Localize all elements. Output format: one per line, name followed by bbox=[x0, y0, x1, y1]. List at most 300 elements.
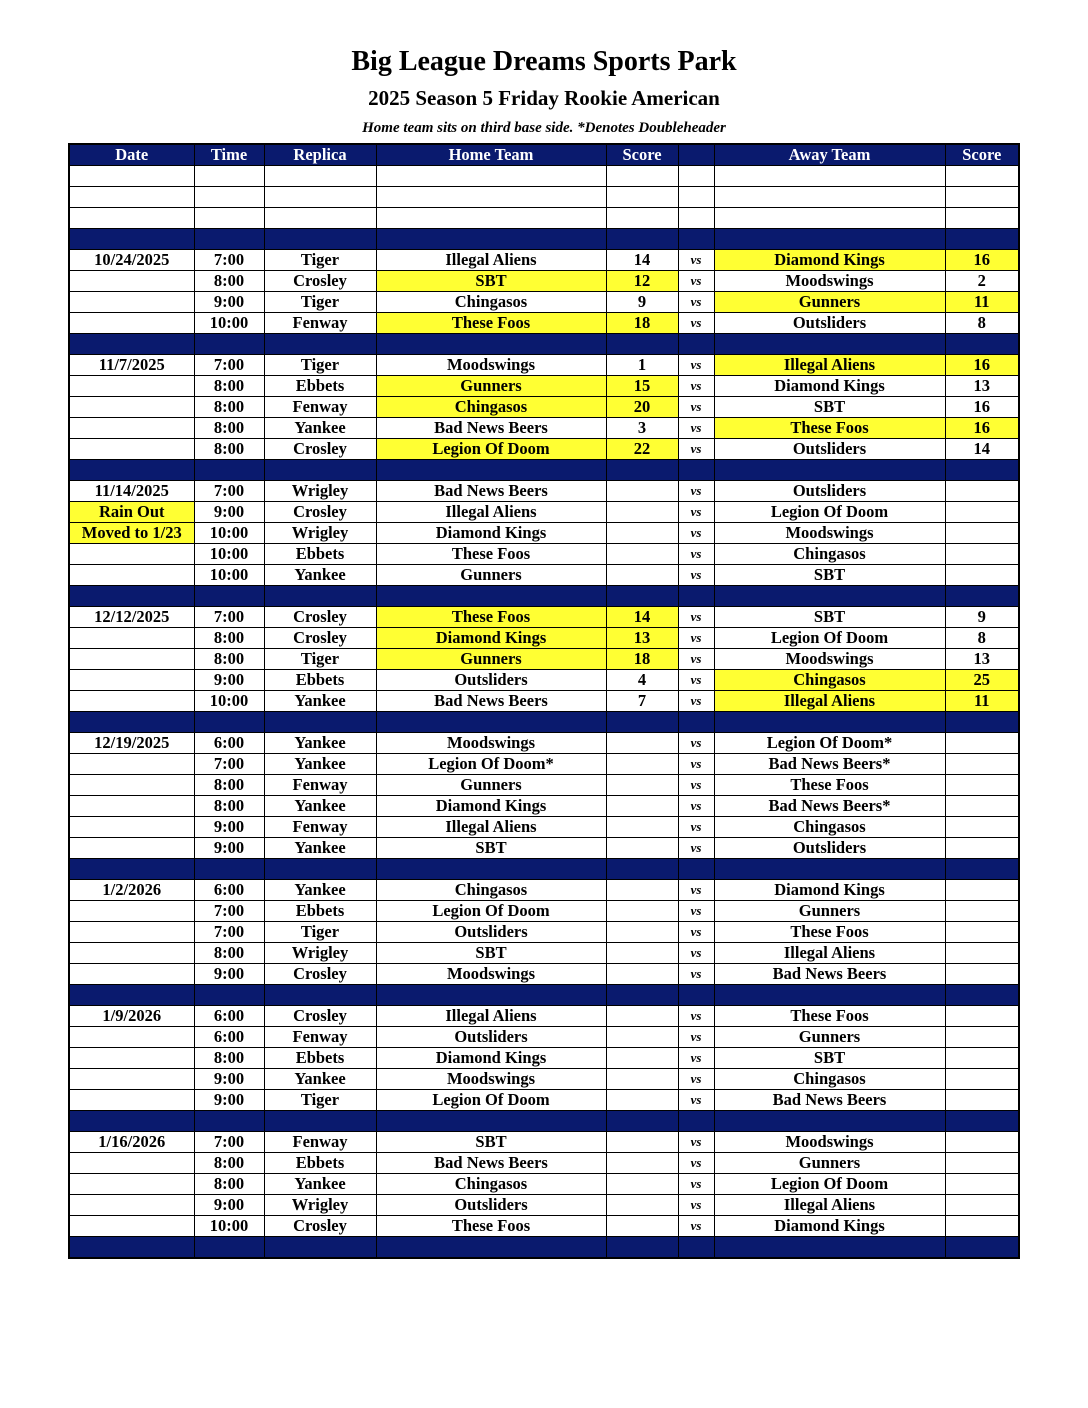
empty-cell bbox=[678, 166, 714, 187]
time-cell: 8:00 bbox=[194, 649, 264, 670]
separator-cell bbox=[194, 859, 264, 880]
home-team-cell: Gunners bbox=[376, 565, 606, 586]
replica-cell: Crosley bbox=[264, 607, 376, 628]
time-cell: 7:00 bbox=[194, 1132, 264, 1153]
separator-cell bbox=[714, 712, 945, 733]
away-score-cell bbox=[945, 901, 1019, 922]
date-cell: 1/2/2026 bbox=[69, 880, 194, 901]
home-score-cell bbox=[606, 964, 678, 985]
separator-cell bbox=[678, 859, 714, 880]
home-score-cell bbox=[606, 817, 678, 838]
separator-row bbox=[69, 1111, 1019, 1132]
time-cell: 9:00 bbox=[194, 838, 264, 859]
away-score-cell bbox=[945, 796, 1019, 817]
game-row bbox=[69, 880, 1019, 901]
separator-cell bbox=[376, 859, 606, 880]
empty-cell bbox=[376, 187, 606, 208]
replica-cell: Yankee bbox=[264, 754, 376, 775]
away-team-cell: Outsliders bbox=[714, 439, 945, 460]
away-score-cell: 11 bbox=[945, 292, 1019, 313]
time-cell: 10:00 bbox=[194, 313, 264, 334]
separator-cell bbox=[264, 1111, 376, 1132]
vs-label: vs bbox=[678, 544, 714, 565]
away-score-cell bbox=[945, 754, 1019, 775]
home-score-cell bbox=[606, 544, 678, 565]
page-title: Big League Dreams Sports Park bbox=[351, 46, 737, 77]
schedule-body bbox=[69, 166, 1019, 1259]
separator-cell bbox=[69, 859, 194, 880]
date-cell bbox=[69, 1174, 194, 1195]
away-score-cell: 25 bbox=[945, 670, 1019, 691]
separator-cell bbox=[945, 1111, 1019, 1132]
home-team-cell: Chingasos bbox=[376, 397, 606, 418]
separator-cell bbox=[714, 1111, 945, 1132]
empty-cell bbox=[714, 166, 945, 187]
replica-cell: Crosley bbox=[264, 1006, 376, 1027]
separator-cell bbox=[678, 985, 714, 1006]
replica-cell: Fenway bbox=[264, 1132, 376, 1153]
home-score-cell: 18 bbox=[606, 649, 678, 670]
home-score-cell bbox=[606, 1153, 678, 1174]
col-date: Date bbox=[69, 144, 194, 166]
empty-cell bbox=[69, 208, 194, 229]
date-cell bbox=[69, 1153, 194, 1174]
away-team-cell: Moodswings bbox=[714, 1132, 945, 1153]
empty-cell bbox=[945, 166, 1019, 187]
empty-cell bbox=[264, 208, 376, 229]
home-team-cell: Chingasos bbox=[376, 880, 606, 901]
page-subtitle: 2025 Season 5 Friday Rookie American bbox=[368, 86, 720, 110]
blank-row bbox=[69, 208, 1019, 229]
replica-cell: Crosley bbox=[264, 1216, 376, 1237]
time-cell: 7:00 bbox=[194, 901, 264, 922]
game-row bbox=[69, 355, 1019, 376]
replica-cell: Ebbets bbox=[264, 901, 376, 922]
vs-label: vs bbox=[678, 838, 714, 859]
header-row bbox=[69, 144, 1019, 166]
separator-cell bbox=[606, 1237, 678, 1259]
replica-cell: Yankee bbox=[264, 691, 376, 712]
replica-cell: Tiger bbox=[264, 355, 376, 376]
empty-cell bbox=[714, 208, 945, 229]
date-cell bbox=[69, 670, 194, 691]
away-team-cell: Illegal Aliens bbox=[714, 691, 945, 712]
separator-cell bbox=[194, 1237, 264, 1259]
vs-label: vs bbox=[678, 355, 714, 376]
away-score-cell: 13 bbox=[945, 376, 1019, 397]
separator-cell bbox=[714, 460, 945, 481]
separator-cell bbox=[678, 334, 714, 355]
replica-cell: Wrigley bbox=[264, 481, 376, 502]
page-note: Home team sits on third base side. *Denotes Doubleheader bbox=[362, 120, 726, 136]
away-score-cell bbox=[945, 544, 1019, 565]
col-vs bbox=[678, 144, 714, 166]
time-cell: 8:00 bbox=[194, 418, 264, 439]
away-team-cell: These Foos bbox=[714, 418, 945, 439]
replica-cell: Crosley bbox=[264, 271, 376, 292]
away-score-cell: 16 bbox=[945, 250, 1019, 271]
date-cell bbox=[69, 271, 194, 292]
game-row bbox=[69, 775, 1019, 796]
empty-cell bbox=[678, 208, 714, 229]
home-team-cell: Diamond Kings bbox=[376, 1048, 606, 1069]
vs-label: vs bbox=[678, 376, 714, 397]
home-score-cell: 15 bbox=[606, 376, 678, 397]
separator-cell bbox=[194, 712, 264, 733]
vs-label: vs bbox=[678, 628, 714, 649]
date-cell bbox=[69, 943, 194, 964]
vs-label: vs bbox=[678, 418, 714, 439]
home-score-cell: 3 bbox=[606, 418, 678, 439]
away-team-cell: Chingasos bbox=[714, 817, 945, 838]
game-row bbox=[69, 691, 1019, 712]
date-cell bbox=[69, 544, 194, 565]
away-score-cell bbox=[945, 523, 1019, 544]
separator-cell bbox=[69, 460, 194, 481]
home-score-cell bbox=[606, 1174, 678, 1195]
home-team-cell: Diamond Kings bbox=[376, 628, 606, 649]
time-cell: 8:00 bbox=[194, 628, 264, 649]
separator-cell bbox=[194, 334, 264, 355]
game-row bbox=[69, 481, 1019, 502]
vs-label: vs bbox=[678, 607, 714, 628]
away-team-cell: SBT bbox=[714, 565, 945, 586]
replica-cell: Tiger bbox=[264, 292, 376, 313]
game-row bbox=[69, 670, 1019, 691]
away-team-cell: Chingasos bbox=[714, 1069, 945, 1090]
home-team-cell: Outsliders bbox=[376, 1195, 606, 1216]
time-cell: 9:00 bbox=[194, 292, 264, 313]
replica-cell: Wrigley bbox=[264, 1195, 376, 1216]
replica-cell: Ebbets bbox=[264, 1048, 376, 1069]
away-team-cell: Legion Of Doom bbox=[714, 1174, 945, 1195]
game-row bbox=[69, 817, 1019, 838]
replica-cell: Wrigley bbox=[264, 943, 376, 964]
separator-row bbox=[69, 334, 1019, 355]
vs-label: vs bbox=[678, 313, 714, 334]
time-cell: 8:00 bbox=[194, 1048, 264, 1069]
separator-cell bbox=[264, 712, 376, 733]
date-cell bbox=[69, 376, 194, 397]
separator-cell bbox=[606, 712, 678, 733]
separator-row bbox=[69, 586, 1019, 607]
game-row bbox=[69, 271, 1019, 292]
time-cell: 10:00 bbox=[194, 544, 264, 565]
home-team-cell: Moodswings bbox=[376, 733, 606, 754]
home-team-cell: Moodswings bbox=[376, 1069, 606, 1090]
home-team-cell: Diamond Kings bbox=[376, 523, 606, 544]
empty-cell bbox=[264, 166, 376, 187]
replica-cell: Fenway bbox=[264, 313, 376, 334]
home-team-cell: Bad News Beers bbox=[376, 418, 606, 439]
game-row bbox=[69, 376, 1019, 397]
home-team-cell: These Foos bbox=[376, 607, 606, 628]
home-score-cell bbox=[606, 922, 678, 943]
game-row bbox=[69, 1090, 1019, 1111]
home-score-cell bbox=[606, 733, 678, 754]
vs-label: vs bbox=[678, 1090, 714, 1111]
away-team-cell: Legion Of Doom bbox=[714, 628, 945, 649]
empty-cell bbox=[945, 187, 1019, 208]
replica-cell: Ebbets bbox=[264, 1153, 376, 1174]
away-score-cell bbox=[945, 964, 1019, 985]
vs-label: vs bbox=[678, 565, 714, 586]
game-row bbox=[69, 901, 1019, 922]
home-team-cell: Illegal Aliens bbox=[376, 502, 606, 523]
home-team-cell: Illegal Aliens bbox=[376, 1006, 606, 1027]
away-team-cell: Moodswings bbox=[714, 523, 945, 544]
away-team-cell: Illegal Aliens bbox=[714, 943, 945, 964]
empty-cell bbox=[194, 208, 264, 229]
game-row bbox=[69, 292, 1019, 313]
replica-cell: Fenway bbox=[264, 1027, 376, 1048]
replica-cell: Yankee bbox=[264, 565, 376, 586]
replica-cell: Yankee bbox=[264, 733, 376, 754]
separator-cell bbox=[945, 712, 1019, 733]
home-team-cell: Chingasos bbox=[376, 292, 606, 313]
separator-row bbox=[69, 985, 1019, 1006]
away-score-cell: 9 bbox=[945, 607, 1019, 628]
separator-cell bbox=[606, 859, 678, 880]
home-score-cell: 14 bbox=[606, 250, 678, 271]
replica-cell: Crosley bbox=[264, 628, 376, 649]
replica-cell: Wrigley bbox=[264, 523, 376, 544]
date-cell: 1/9/2026 bbox=[69, 1006, 194, 1027]
vs-label: vs bbox=[678, 1132, 714, 1153]
date-cell: 12/19/2025 bbox=[69, 733, 194, 754]
vs-label: vs bbox=[678, 901, 714, 922]
home-score-cell: 14 bbox=[606, 607, 678, 628]
date-cell bbox=[69, 901, 194, 922]
separator-cell bbox=[194, 1111, 264, 1132]
away-score-cell bbox=[945, 1027, 1019, 1048]
replica-cell: Yankee bbox=[264, 418, 376, 439]
date-cell bbox=[69, 313, 194, 334]
separator-cell bbox=[264, 859, 376, 880]
home-team-cell: These Foos bbox=[376, 544, 606, 565]
date-cell bbox=[69, 817, 194, 838]
vs-label: vs bbox=[678, 1069, 714, 1090]
date-cell bbox=[69, 628, 194, 649]
separator-cell bbox=[606, 460, 678, 481]
separator-cell bbox=[69, 712, 194, 733]
date-cell bbox=[69, 1195, 194, 1216]
away-score-cell: 11 bbox=[945, 691, 1019, 712]
home-score-cell: 7 bbox=[606, 691, 678, 712]
game-row bbox=[69, 607, 1019, 628]
home-team-cell: Gunners bbox=[376, 376, 606, 397]
away-team-cell: Diamond Kings bbox=[714, 880, 945, 901]
home-team-cell: Outsliders bbox=[376, 670, 606, 691]
empty-cell bbox=[678, 187, 714, 208]
away-team-cell: SBT bbox=[714, 397, 945, 418]
date-cell: Moved to 1/23 bbox=[69, 523, 194, 544]
replica-cell: Fenway bbox=[264, 775, 376, 796]
game-row bbox=[69, 838, 1019, 859]
game-row bbox=[69, 628, 1019, 649]
separator-cell bbox=[376, 1237, 606, 1259]
away-score-cell bbox=[945, 922, 1019, 943]
game-row bbox=[69, 397, 1019, 418]
separator-cell bbox=[678, 1237, 714, 1259]
game-row bbox=[69, 313, 1019, 334]
empty-cell bbox=[264, 187, 376, 208]
home-team-cell: Moodswings bbox=[376, 355, 606, 376]
vs-label: vs bbox=[678, 880, 714, 901]
away-team-cell: Gunners bbox=[714, 1027, 945, 1048]
game-row bbox=[69, 1132, 1019, 1153]
away-team-cell: Moodswings bbox=[714, 271, 945, 292]
empty-cell bbox=[606, 187, 678, 208]
time-cell: 8:00 bbox=[194, 376, 264, 397]
separator-cell bbox=[606, 985, 678, 1006]
away-score-cell bbox=[945, 1069, 1019, 1090]
vs-label: vs bbox=[678, 964, 714, 985]
separator-cell bbox=[264, 985, 376, 1006]
home-score-cell: 18 bbox=[606, 313, 678, 334]
away-team-cell: Illegal Aliens bbox=[714, 355, 945, 376]
home-team-cell: Illegal Aliens bbox=[376, 250, 606, 271]
empty-cell bbox=[69, 166, 194, 187]
vs-label: vs bbox=[678, 1195, 714, 1216]
away-team-cell: Chingasos bbox=[714, 670, 945, 691]
separator-cell bbox=[678, 460, 714, 481]
vs-label: vs bbox=[678, 502, 714, 523]
away-team-cell: Diamond Kings bbox=[714, 376, 945, 397]
away-score-cell bbox=[945, 943, 1019, 964]
time-cell: 10:00 bbox=[194, 565, 264, 586]
home-score-cell: 20 bbox=[606, 397, 678, 418]
home-team-cell: Gunners bbox=[376, 649, 606, 670]
away-team-cell: These Foos bbox=[714, 775, 945, 796]
separator-cell bbox=[376, 1111, 606, 1132]
separator-row bbox=[69, 460, 1019, 481]
vs-label: vs bbox=[678, 922, 714, 943]
separator-cell bbox=[264, 229, 376, 250]
home-team-cell: Moodswings bbox=[376, 964, 606, 985]
separator-cell bbox=[194, 229, 264, 250]
home-score-cell bbox=[606, 1069, 678, 1090]
game-row bbox=[69, 922, 1019, 943]
separator-cell bbox=[264, 586, 376, 607]
replica-cell: Yankee bbox=[264, 1174, 376, 1195]
date-cell bbox=[69, 439, 194, 460]
separator-cell bbox=[714, 586, 945, 607]
away-team-cell: Gunners bbox=[714, 901, 945, 922]
vs-label: vs bbox=[678, 817, 714, 838]
vs-label: vs bbox=[678, 943, 714, 964]
time-cell: 8:00 bbox=[194, 943, 264, 964]
time-cell: 7:00 bbox=[194, 250, 264, 271]
date-cell bbox=[69, 796, 194, 817]
home-score-cell bbox=[606, 523, 678, 544]
away-score-cell: 2 bbox=[945, 271, 1019, 292]
home-score-cell bbox=[606, 1195, 678, 1216]
time-cell: 8:00 bbox=[194, 271, 264, 292]
away-team-cell: Diamond Kings bbox=[714, 250, 945, 271]
replica-cell: Crosley bbox=[264, 439, 376, 460]
vs-label: vs bbox=[678, 439, 714, 460]
empty-cell bbox=[69, 187, 194, 208]
time-cell: 8:00 bbox=[194, 397, 264, 418]
date-cell bbox=[69, 1090, 194, 1111]
home-score-cell bbox=[606, 481, 678, 502]
away-team-cell: Bad News Beers bbox=[714, 1090, 945, 1111]
separator-cell bbox=[945, 859, 1019, 880]
home-team-cell: SBT bbox=[376, 271, 606, 292]
home-score-cell bbox=[606, 1216, 678, 1237]
game-row bbox=[69, 1174, 1019, 1195]
separator-cell bbox=[945, 334, 1019, 355]
replica-cell: Fenway bbox=[264, 817, 376, 838]
away-score-cell bbox=[945, 1048, 1019, 1069]
separator-cell bbox=[945, 229, 1019, 250]
date-cell bbox=[69, 1216, 194, 1237]
vs-label: vs bbox=[678, 481, 714, 502]
separator-row bbox=[69, 1237, 1019, 1259]
col-time: Time bbox=[194, 144, 264, 166]
away-score-cell: 14 bbox=[945, 439, 1019, 460]
home-score-cell: 4 bbox=[606, 670, 678, 691]
vs-label: vs bbox=[678, 523, 714, 544]
separator-cell bbox=[376, 460, 606, 481]
separator-cell bbox=[264, 1237, 376, 1259]
away-score-cell bbox=[945, 1216, 1019, 1237]
time-cell: 10:00 bbox=[194, 523, 264, 544]
home-team-cell: Bad News Beers bbox=[376, 481, 606, 502]
time-cell: 10:00 bbox=[194, 691, 264, 712]
date-cell bbox=[69, 397, 194, 418]
time-cell: 9:00 bbox=[194, 670, 264, 691]
separator-cell bbox=[69, 229, 194, 250]
replica-cell: Tiger bbox=[264, 649, 376, 670]
empty-cell bbox=[606, 208, 678, 229]
time-cell: 6:00 bbox=[194, 733, 264, 754]
home-score-cell bbox=[606, 943, 678, 964]
vs-label: vs bbox=[678, 796, 714, 817]
replica-cell: Tiger bbox=[264, 250, 376, 271]
separator-cell bbox=[194, 985, 264, 1006]
replica-cell: Ebbets bbox=[264, 376, 376, 397]
vs-label: vs bbox=[678, 1048, 714, 1069]
away-score-cell bbox=[945, 880, 1019, 901]
separator-cell bbox=[69, 985, 194, 1006]
vs-label: vs bbox=[678, 1216, 714, 1237]
game-row bbox=[69, 1027, 1019, 1048]
separator-cell bbox=[945, 985, 1019, 1006]
home-team-cell: Illegal Aliens bbox=[376, 817, 606, 838]
separator-cell bbox=[678, 712, 714, 733]
separator-cell bbox=[69, 1237, 194, 1259]
vs-label: vs bbox=[678, 271, 714, 292]
empty-cell bbox=[376, 166, 606, 187]
away-team-cell: SBT bbox=[714, 607, 945, 628]
separator-cell bbox=[69, 334, 194, 355]
away-team-cell: Illegal Aliens bbox=[714, 1195, 945, 1216]
time-cell: 9:00 bbox=[194, 1195, 264, 1216]
home-score-cell bbox=[606, 1132, 678, 1153]
date-cell bbox=[69, 838, 194, 859]
vs-label: vs bbox=[678, 691, 714, 712]
away-score-cell bbox=[945, 481, 1019, 502]
separator-cell bbox=[376, 712, 606, 733]
time-cell: 6:00 bbox=[194, 880, 264, 901]
away-score-cell bbox=[945, 1090, 1019, 1111]
separator-cell bbox=[376, 985, 606, 1006]
game-row bbox=[69, 754, 1019, 775]
away-team-cell: Outsliders bbox=[714, 838, 945, 859]
vs-label: vs bbox=[678, 292, 714, 313]
